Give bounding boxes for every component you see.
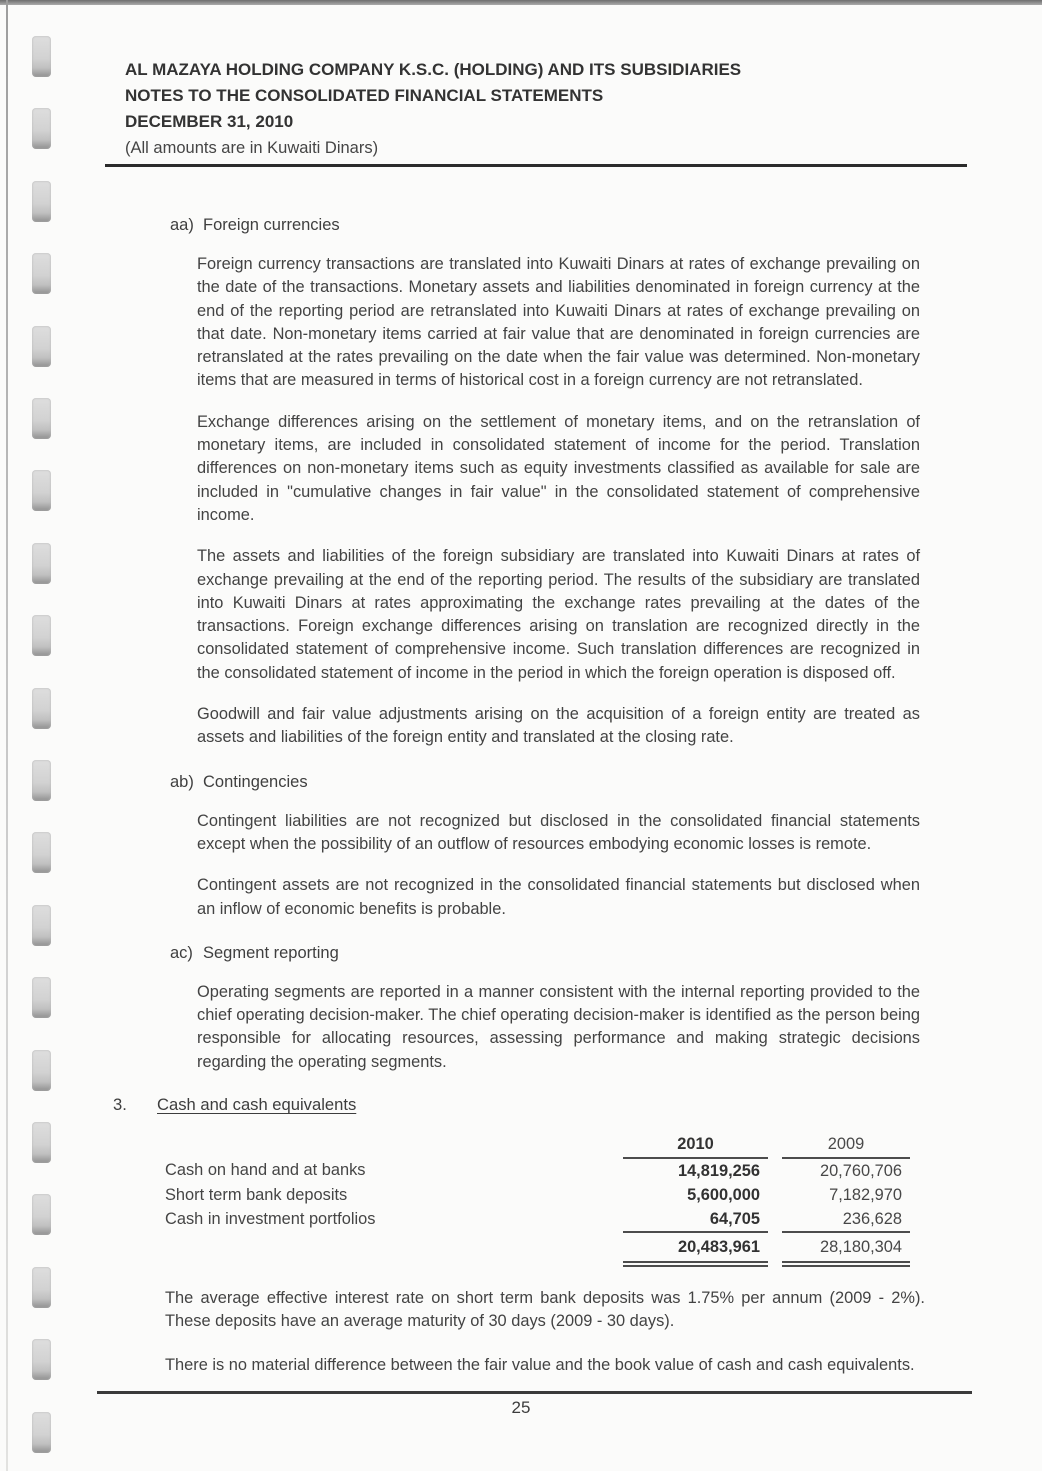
section-heading [105, 1095, 967, 1115]
value-2010: 14,819,256 [677, 1161, 760, 1180]
note-heading [170, 773, 967, 792]
section-cash-and-cash-equivalents [105, 1095, 967, 1377]
paragraph: Operating segments are reported in a manner consistent with the internal reporting provided to the chief operating decision-maker. The chief operating decision-maker is identified as the person being responsible for allocating resources, assessing performance and making strategic decisions regarding the operating segments. [197, 982, 920, 1071]
binding-mark [32, 760, 51, 801]
binding-mark [32, 977, 51, 1018]
binding-mark [32, 832, 51, 873]
paragraph: The assets and liabilities of the foreign subsidiary are translated into Kuwaiti Dinars at rates of exchange prevailing at the end of the reporting period. The results of the subsidiary are translated into Kuwaiti Dinars at rates approximating the exchange rates prevailing at the dates of the transactions. Foreign exchange differences arising on translation are recognized directly in the consolidated statement of comprehensive income. Such translation differences are recognized in the consolidated statement of income in the period in which the foreign operation is disposed off. [197, 547, 920, 682]
row-label: Cash on hand and at banks [165, 1161, 366, 1180]
note-title: Contingencies [203, 772, 308, 791]
page-content [105, 57, 967, 1393]
value-2009: 236,628 [842, 1209, 902, 1228]
paragraph: Exchange differences arising on the settlement of monetary items, and on the retranslation of monetary items, are included in consolidated statement of income for the period. Translation differences on non-monetary items such as equity investments classified as available for sale are included in "cumulative changes in fair value" in the consolidated statement of comprehensive income. [197, 412, 920, 524]
binding-mark [32, 615, 51, 656]
scan-top-edge [0, 0, 1042, 5]
binding-mark [32, 181, 51, 222]
row-label: Short term bank deposits [165, 1185, 348, 1204]
binding-mark [32, 1267, 51, 1308]
binding-mark [32, 326, 51, 367]
binding-mark [32, 1050, 51, 1091]
table-header-row [165, 1131, 910, 1158]
section-title: Cash and cash equivalents [157, 1095, 357, 1115]
table-row [165, 1207, 910, 1232]
binding-mark [32, 108, 51, 149]
document-title: NOTES TO THE CONSOLIDATED FINANCIAL STATEMENTS [125, 86, 604, 105]
note-label: aa) [170, 216, 194, 234]
cash-equivalents-table [165, 1131, 910, 1267]
total-2010: 20,483,961 [623, 1232, 768, 1264]
note-foreign-currencies [105, 216, 967, 750]
note-label: ab) [170, 772, 194, 791]
company-name: AL MAZAYA HOLDING COMPANY K.S.C. (HOLDING) AND ITS SUBSIDIARIES [125, 60, 742, 79]
value-2010: 5,600,000 [687, 1185, 760, 1204]
total-2009: 28,180,304 [782, 1232, 910, 1264]
binding-mark [32, 253, 51, 294]
statement-date: DECEMBER 31, 2010 [125, 112, 294, 131]
value-2009: 20,760,706 [819, 1161, 902, 1180]
table-total-row [165, 1232, 910, 1264]
header-rule [105, 164, 967, 167]
binding-mark [32, 543, 51, 584]
paragraph: Goodwill and fair value adjustments arising on the acquisition of a foreign entity are treated as assets and liabilities of the foreign entity and translated at the closing rate. [197, 705, 920, 747]
section-number: 3. [113, 1095, 127, 1115]
currency-note: (All amounts are in Kuwaiti Dinars) [125, 139, 379, 157]
column-header-2009: 2009 [782, 1131, 910, 1158]
paragraph: Foreign currency transactions are translated into Kuwaiti Dinars at rates of exchange prevailing on the date of the transactions. Monetary assets and liabilities denominated in foreign currency at the end of the reporting period are retranslated into Kuwaiti Dinars at rates of exchange prevailing on that date. Non-monetary items carried at fair value that are denominated in foreign currencies are retranslated at the rates prevailing on the date when the fair value was determined. Non-monetary items that are measured in terms of historical cost in a foreign currency are not retranslated. [197, 255, 920, 390]
binding-mark [32, 1194, 51, 1235]
binding-mark [32, 470, 51, 511]
binding-mark [32, 1122, 51, 1163]
paragraph: Contingent liabilities are not recognized but disclosed in the consolidated financial statements except when the possibility of an outflow of resources embodying economic losses is remote. [197, 811, 920, 853]
binding-mark [32, 36, 51, 77]
binding-mark [32, 1339, 51, 1380]
footer-rule [97, 1391, 972, 1394]
binding-mark [32, 398, 51, 439]
document-header [125, 57, 967, 161]
binding-mark [32, 905, 51, 946]
value-2009: 7,182,970 [829, 1185, 902, 1204]
binding-mark [32, 688, 51, 729]
value-2010: 64,705 [709, 1209, 760, 1228]
paragraph: Contingent assets are not recognized in the consolidated financial statements but disclosed when an inflow of economic benefits is probable. [197, 876, 920, 918]
column-header-2010: 2010 [623, 1131, 768, 1158]
note-title: Foreign currencies [203, 216, 340, 234]
paragraph: The average effective interest rate on short term bank deposits was 1.75% per annum (2009 - 2%). These deposits have an average maturity of 30 days (2009 - 30 days). [165, 1289, 925, 1331]
scan-left-edge [6, 0, 8, 1471]
table-row [165, 1183, 910, 1207]
table-row [165, 1158, 910, 1183]
paragraph: There is no material difference between the fair value and the book value of cash and cash equivalents. [165, 1355, 915, 1374]
section-body [165, 1131, 967, 1377]
note-heading [170, 216, 967, 235]
note-heading [170, 944, 967, 963]
note-contingencies [105, 773, 967, 921]
note-label: ac) [170, 943, 193, 962]
note-title: Segment reporting [203, 943, 339, 962]
row-label: Cash in investment portfolios [165, 1210, 376, 1229]
page-number: 25 [511, 1398, 531, 1417]
note-segment-reporting [105, 944, 967, 1074]
